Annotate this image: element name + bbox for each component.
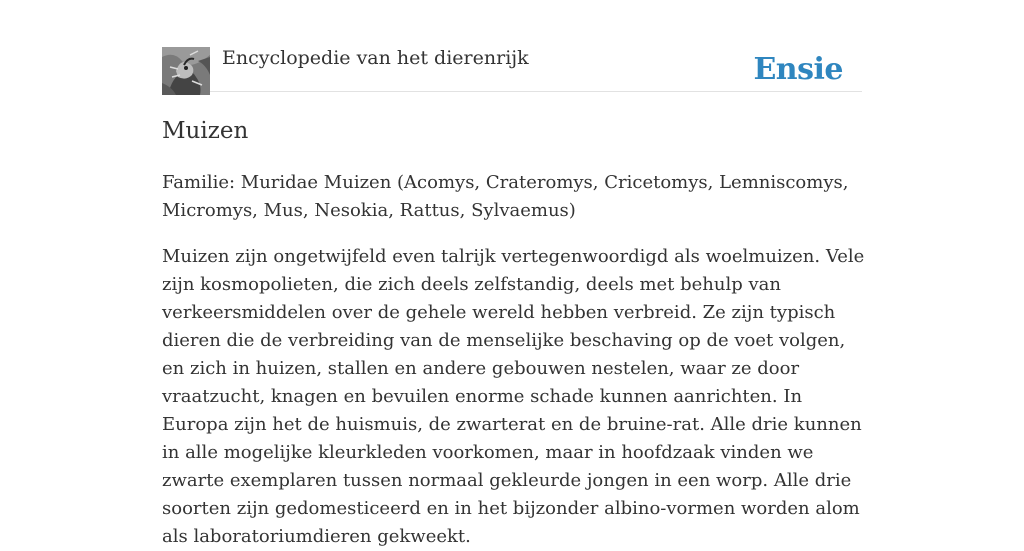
family-line: Familie: Muridae Muizen (Acomys, Crateromys, Cricetomys, Lemniscomys, Micromys, Mus, Nesokia, Rattus, Sylvaemus): [162, 172, 849, 221]
site-name[interactable]: Encyclopedie van het dierenrijk: [222, 47, 529, 69]
brand-logo[interactable]: Ensie: [753, 52, 843, 87]
article-body: Muizen zijn ongetwijfeld even talrijk vertegenwoordigd als woelmuizen. Vele zijn kosmopolieten, die zich deels zelfstandig, deels met behulp van verkeersmiddelen over de gehele wereld hebben verbreid. Ze zijn typisch dieren die de verbreiding van de menselijke beschaving op de voet volgen, en zich in huizen, stallen en andere gebouwen nestelen, waar ze door vraatzucht, knagen en bevuilen enorme schade kunnen aanrichten. In Europa zijn het de huismuis, de zwarterat en de bruine-rat. Alle drie kunnen in alle mogelijke kleurkleden voorkomen, maar in hoofdzaak vinden we zwarte exemplaren tussen normaal gekleurde jongen in een worp. Alle drie soorten zijn gedomesticeerd en in het bijzonder albino-vormen worden alom als laboratoriumdieren gekweekt.: [162, 246, 865, 547]
site-header: [162, 0, 862, 92]
avatar-illustration: [162, 47, 210, 95]
page: [162, 0, 865, 547]
page-title: Muizen: [162, 118, 249, 144]
animal-illustration-icon[interactable]: [162, 47, 210, 95]
